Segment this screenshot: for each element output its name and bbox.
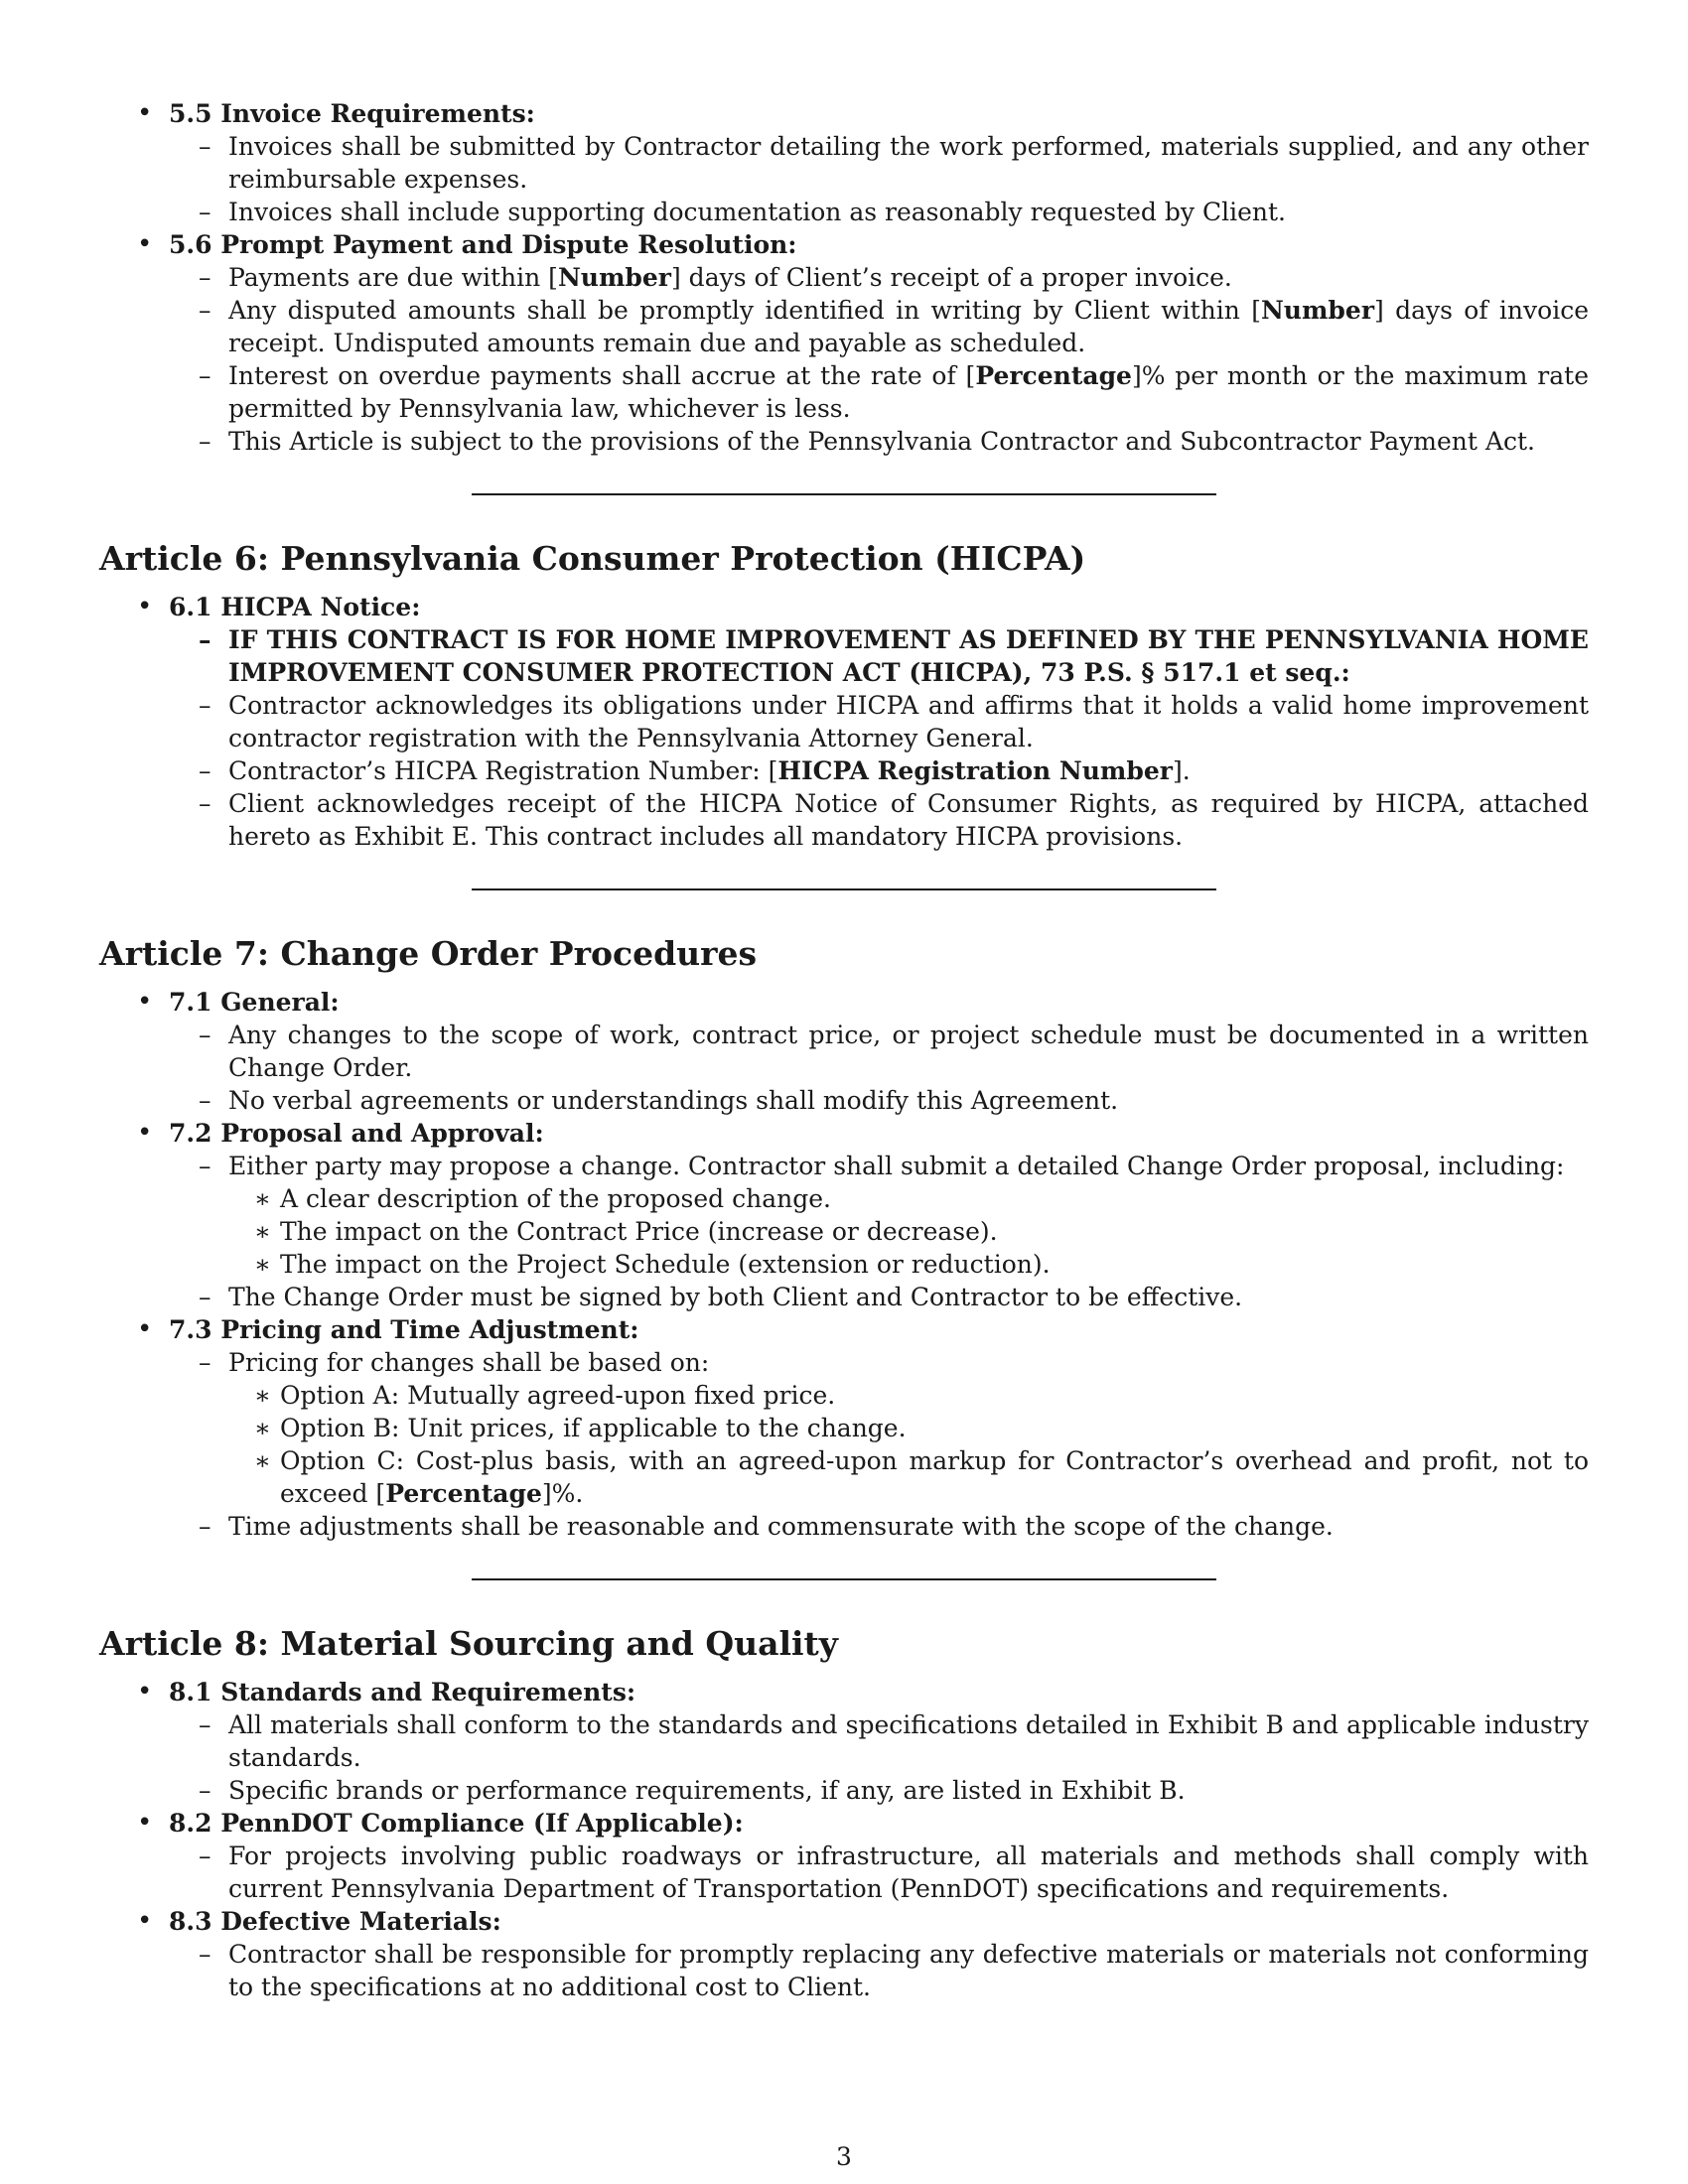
item-text: Time adjustments shall be reasonable and commensurate with the scope of the change. bbox=[228, 1512, 1334, 1541]
section-7-2 bbox=[99, 1117, 1589, 1313]
item-text: Contractor’s HICPA Registration Number: [ bbox=[228, 756, 778, 785]
dash-icon: – bbox=[199, 756, 211, 785]
item-text: A clear description of the proposed change. bbox=[280, 1184, 831, 1213]
list-item bbox=[169, 1510, 1589, 1543]
list-item bbox=[169, 1346, 1589, 1510]
asterisk-icon: ∗ bbox=[254, 1414, 271, 1442]
section-divider bbox=[472, 888, 1216, 890]
item-text: The impact on the Project Schedule (extension or reduction). bbox=[280, 1250, 1051, 1279]
section-5-5 bbox=[99, 97, 1589, 228]
bullet-icon: • bbox=[137, 1314, 153, 1344]
article-heading: Article 8: Material Sourcing and Quality bbox=[99, 1624, 838, 1663]
list-item bbox=[169, 294, 1589, 359]
section-title: 8.1 Standards and Requirements: bbox=[169, 1678, 636, 1706]
sub-list-item bbox=[228, 1248, 1589, 1281]
item-text: Invoices shall include supporting documentation as reasonably requested by Client. bbox=[228, 198, 1286, 226]
dash-icon: – bbox=[199, 1348, 211, 1377]
list-item bbox=[169, 623, 1589, 689]
item-text: Option C: Cost-plus basis, with an agreed-upon markup for Contractor’s overhead and profit, not to exceed [ bbox=[280, 1446, 1589, 1508]
list-item bbox=[169, 359, 1589, 425]
bullet-icon: • bbox=[137, 592, 153, 621]
item-text: Interest on overdue payments shall accrue at the rate of [ bbox=[228, 361, 976, 390]
list-item bbox=[169, 196, 1589, 228]
item-text: Payments are due within [ bbox=[228, 263, 558, 292]
asterisk-icon: ∗ bbox=[254, 1250, 271, 1279]
sub-list-item bbox=[228, 1444, 1589, 1510]
section-title: 6.1 HICPA Notice: bbox=[169, 593, 421, 621]
list-item bbox=[169, 1150, 1589, 1281]
sub-list-item bbox=[228, 1379, 1589, 1412]
section-7-3 bbox=[99, 1313, 1589, 1543]
item-text: ] days of Client’s receipt of a proper invoice. bbox=[670, 263, 1232, 292]
sub-list-item bbox=[228, 1182, 1589, 1215]
article-heading: Article 7: Change Order Procedures bbox=[99, 934, 758, 973]
dash-icon: – bbox=[199, 132, 211, 161]
placeholder-text: Percentage bbox=[975, 361, 1132, 390]
dash-icon: – bbox=[199, 263, 211, 292]
section-8-2 bbox=[99, 1807, 1589, 1905]
page-content bbox=[99, 97, 1589, 2003]
dash-icon: – bbox=[199, 296, 211, 325]
section-title: 5.6 Prompt Payment and Dispute Resolution: bbox=[169, 230, 797, 259]
item-text: Contractor shall be responsible for promptly replacing any defective materials or materials not conforming to the specifications at no additional cost to Client. bbox=[228, 1940, 1589, 2001]
section-title: 8.3 Defective Materials: bbox=[169, 1907, 501, 1936]
item-text: IF THIS CONTRACT IS FOR HOME IMPROVEMENT AS DEFINED BY THE PENNSYLVANIA HOME IMPROVEMENT CONSUMER PROTECTION ACT (HICPA), 73 P.S. § 517.1 et seq.: bbox=[228, 625, 1589, 687]
dash-icon: – bbox=[199, 1152, 211, 1180]
item-text: Pricing for changes shall be based on: bbox=[228, 1348, 710, 1377]
dash-icon: – bbox=[199, 427, 211, 456]
section-title: 7.1 General: bbox=[169, 988, 340, 1017]
placeholder-text: Percentage bbox=[385, 1479, 542, 1508]
bullet-icon: • bbox=[137, 1677, 153, 1706]
asterisk-icon: ∗ bbox=[254, 1446, 271, 1475]
item-text: Option B: Unit prices, if applicable to the change. bbox=[280, 1414, 907, 1442]
bullet-icon: • bbox=[137, 1906, 153, 1936]
list-item bbox=[169, 1840, 1589, 1905]
section-7-1 bbox=[99, 986, 1589, 1117]
bullet-icon: • bbox=[137, 1808, 153, 1838]
page-number: 3 bbox=[836, 2142, 852, 2171]
list-item bbox=[169, 689, 1589, 754]
section-divider bbox=[472, 493, 1216, 495]
item-text: Either party may propose a change. Contractor shall submit a detailed Change Order proposal, including: bbox=[228, 1152, 1565, 1180]
list-item bbox=[169, 425, 1589, 458]
item-text: No verbal agreements or understandings shall modify this Agreement. bbox=[228, 1086, 1119, 1115]
dash-icon: – bbox=[199, 1086, 211, 1115]
item-text: ]% per month or the maximum rate permitted by Pennsylvania law, whichever is less. bbox=[228, 361, 1589, 423]
bullet-icon: • bbox=[137, 229, 153, 259]
dash-icon: – bbox=[199, 789, 211, 818]
dash-icon: – bbox=[199, 625, 211, 654]
item-text: The Change Order must be signed by both Client and Contractor to be effective. bbox=[228, 1283, 1243, 1311]
article-heading: Article 6: Pennsylvania Consumer Protection (HICPA) bbox=[99, 539, 1086, 578]
section-divider bbox=[472, 1578, 1216, 1580]
dash-icon: – bbox=[199, 361, 211, 390]
section-title: 7.2 Proposal and Approval: bbox=[169, 1119, 544, 1148]
item-text: ]. bbox=[1172, 756, 1191, 785]
item-text: Contractor acknowledges its obligations under HICPA and affirms that it holds a valid home improvement contractor registration with the Pennsylvania Attorney General. bbox=[228, 691, 1589, 752]
placeholder-text: Number bbox=[1260, 296, 1374, 325]
bullet-icon: • bbox=[137, 1118, 153, 1148]
dash-icon: – bbox=[199, 1776, 211, 1805]
dash-icon: – bbox=[199, 198, 211, 226]
item-text: For projects involving public roadways or infrastructure, all materials and methods shall comply with current Pennsylvania Department of Transportation (PennDOT) specifications and requirements. bbox=[228, 1842, 1589, 1903]
section-8-1 bbox=[99, 1676, 1589, 1807]
dash-icon: – bbox=[199, 691, 211, 720]
section-6-1 bbox=[99, 591, 1589, 853]
sub-list-item bbox=[228, 1412, 1589, 1444]
list-item bbox=[169, 754, 1589, 787]
section-5-6 bbox=[99, 228, 1589, 458]
dash-icon: – bbox=[199, 1940, 211, 1969]
section-title: 5.5 Invoice Requirements: bbox=[169, 99, 535, 128]
item-text: All materials shall conform to the standards and specifications detailed in Exhibit B and applicable industry standards. bbox=[228, 1710, 1589, 1772]
list-item bbox=[169, 130, 1589, 196]
dash-icon: – bbox=[199, 1512, 211, 1541]
item-text: Any disputed amounts shall be promptly identified in writing by Client within [ bbox=[228, 296, 1261, 325]
asterisk-icon: ∗ bbox=[254, 1217, 271, 1246]
dash-icon: – bbox=[199, 1021, 211, 1049]
asterisk-icon: ∗ bbox=[254, 1184, 271, 1213]
section-title: 8.2 PennDOT Compliance (If Applicable): bbox=[169, 1809, 744, 1838]
dash-icon: – bbox=[199, 1283, 211, 1311]
item-text: Client acknowledges receipt of the HICPA Notice of Consumer Rights, as required by HICPA, attached hereto as Exhibit E. This contract includes all mandatory HICPA provisions. bbox=[228, 789, 1589, 851]
asterisk-icon: ∗ bbox=[254, 1381, 271, 1410]
list-item bbox=[169, 1084, 1589, 1117]
section-title: 7.3 Pricing and Time Adjustment: bbox=[169, 1315, 639, 1344]
list-item bbox=[169, 787, 1589, 853]
section-8-3 bbox=[99, 1905, 1589, 2003]
list-item bbox=[169, 1281, 1589, 1313]
placeholder-text: Number bbox=[557, 263, 671, 292]
sub-list-item bbox=[228, 1215, 1589, 1248]
list-item bbox=[169, 261, 1589, 294]
item-text: ] days of invoice receipt. Undisputed amounts remain due and payable as scheduled. bbox=[228, 296, 1589, 357]
dash-icon: – bbox=[199, 1710, 211, 1739]
item-text: Any changes to the scope of work, contract price, or project schedule must be documented in a written Change Order. bbox=[228, 1021, 1589, 1082]
list-item bbox=[169, 1708, 1589, 1774]
item-text: Specific brands or performance requirements, if any, are listed in Exhibit B. bbox=[228, 1776, 1186, 1805]
bullet-icon: • bbox=[137, 987, 153, 1017]
dash-icon: – bbox=[199, 1842, 211, 1870]
item-text: ]%. bbox=[541, 1479, 584, 1508]
item-text: Invoices shall be submitted by Contractor detailing the work performed, materials supplied, and any other reimbursable expenses. bbox=[228, 132, 1589, 194]
list-item bbox=[169, 1938, 1589, 2003]
list-item bbox=[169, 1774, 1589, 1807]
list-item bbox=[169, 1019, 1589, 1084]
item-text: Option A: Mutually agreed-upon fixed price. bbox=[280, 1381, 836, 1410]
item-text: The impact on the Contract Price (increase or decrease). bbox=[280, 1217, 998, 1246]
bullet-icon: • bbox=[137, 98, 153, 128]
item-text: This Article is subject to the provisions of the Pennsylvania Contractor and Subcontractor Payment Act. bbox=[228, 427, 1535, 456]
placeholder-text: HICPA Registration Number bbox=[777, 756, 1173, 785]
